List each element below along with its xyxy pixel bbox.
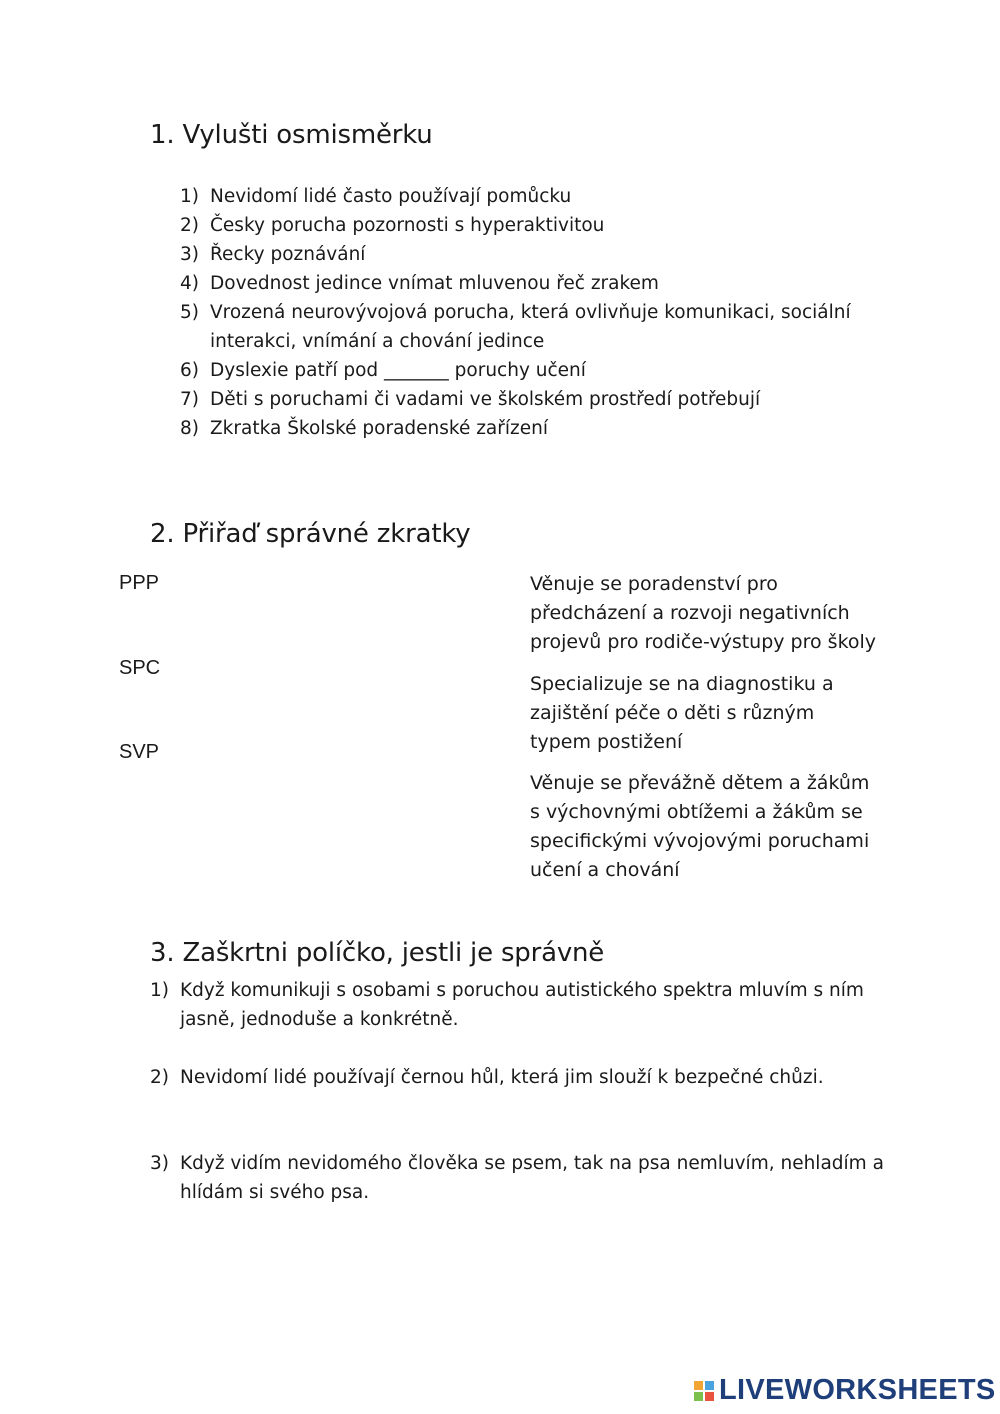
item-number: 5): [180, 302, 199, 323]
list-item: [180, 211, 880, 240]
item-text: Dovednost jedince vnímat mluvenou řeč zrakem: [210, 273, 659, 294]
item-number: 4): [180, 273, 199, 294]
item-number: 2): [180, 215, 199, 236]
item-text: Děti s poruchami či vadami ve školském prostředí potřebují: [210, 389, 761, 410]
item-text: Česky porucha pozornosti s hyperaktivitou: [210, 215, 605, 236]
section3-title: 3. Zaškrtni políčko, jestli je správně: [150, 938, 605, 968]
item-text: Řecky poznávání: [210, 244, 366, 265]
item-number: 1): [150, 980, 169, 1001]
list-item: [150, 1063, 890, 1092]
item-number: 3): [180, 244, 199, 265]
item-text: Vrozená neurovývojová porucha, která ovlivňuje komunikaci, sociální interakci, vnímání a chování jedince: [210, 302, 851, 352]
logo-squares-icon: [693, 1380, 717, 1402]
section1-title: 1. Vylušti osmisměrku: [150, 120, 433, 150]
item-number: 1): [180, 186, 199, 207]
list-item: [180, 240, 880, 269]
item-number: 7): [180, 389, 199, 410]
liveworksheets-logo: [693, 1374, 996, 1407]
statement-2: [150, 1063, 890, 1092]
item-text: Když vidím nevidomého člověka se psem, tak na psa nemluvím, nehladím a hlídám si svého psa.: [180, 1153, 884, 1203]
item-number: 8): [180, 418, 199, 439]
list-item: [180, 356, 880, 385]
statement-3: [150, 1149, 890, 1207]
list-item: [150, 1149, 890, 1207]
item-text: Když komunikuji s osobami s poruchou autistického spektra mluvím s ním jasně, jednoduše a konkrétně.: [180, 980, 864, 1030]
item-text: Zkratka Školské poradenské zařízení: [210, 418, 548, 439]
description-1: Věnuje se poradenství pro předcházení a rozvoji negativních projevů pro rodiče-výstupy pro školy: [530, 573, 877, 653]
item-number: 3): [150, 1153, 169, 1174]
item-text: Nevidomí lidé používají černou hůl, která jim slouží k bezpečné chůzi.: [180, 1067, 824, 1088]
list-item: [180, 298, 880, 356]
section2-title: 2. Přiřaď správné zkratky: [150, 519, 471, 549]
abbr-spc: SPC: [119, 657, 161, 679]
item-number: 2): [150, 1067, 169, 1088]
list-item: [150, 976, 890, 1034]
description-3: Věnuje se převážně dětem a žákům s výchovnými obtížemi a žákům se specifickými vývojovými poruchami učení a chování: [530, 772, 870, 881]
logo-text: LIVEWORKSHEETS: [719, 1374, 996, 1406]
list-item: [180, 385, 880, 414]
item-text: Dyslexie patří pod _______ poruchy učení: [210, 360, 586, 381]
section1-list: [180, 182, 880, 443]
item-number: 6): [180, 360, 199, 381]
list-item: [180, 182, 880, 211]
list-item: [180, 414, 880, 443]
statement-1: [150, 976, 890, 1034]
list-item: [180, 269, 880, 298]
abbr-ppp: PPP: [119, 572, 160, 594]
description-2: Specializuje se na diagnostiku a zajištění péče o děti s různým typem postižení: [530, 673, 834, 753]
item-text: Nevidomí lidé často používají pomůcku: [210, 186, 572, 207]
abbr-svp: SVP: [119, 741, 160, 763]
